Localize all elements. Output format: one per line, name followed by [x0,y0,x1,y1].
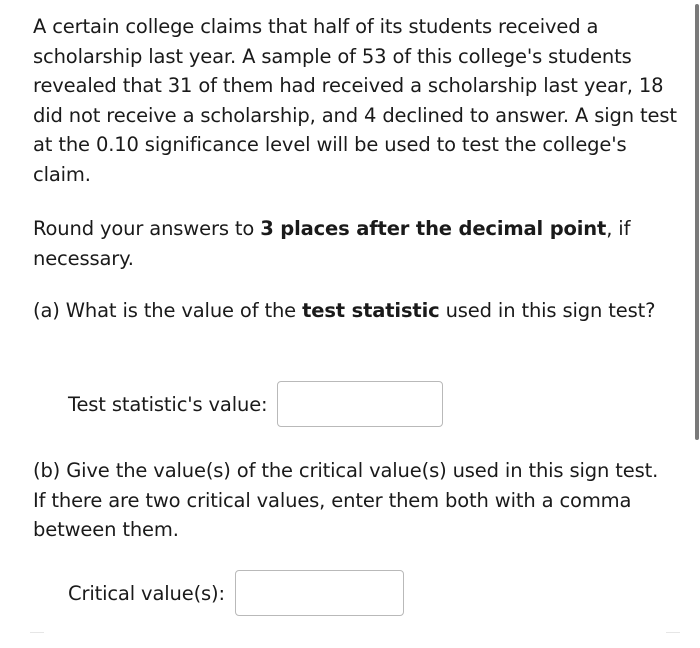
rounding-prefix: Round your answers to [33,217,261,240]
question-a-suffix: used in this sign test? [439,299,656,322]
test-statistic-row [68,381,443,427]
test-statistic-input[interactable] [277,381,443,427]
question-a-prefix: (a) What is the value of the [33,299,303,322]
scrollbar[interactable] [695,4,699,440]
divider [666,632,680,633]
question-b: (b) Give the value(s) of the critical value(s) used in this sign test. If there are two critical values, enter them both with a comma between them. [33,459,659,541]
problem-statement: A certain college claims that half of its students received a scholarship last year. A sample of 53 of this college's students revealed that 31 of them had received a scholarship last year, 18 did not receive a scholarship, and 4 declined to answer. A sign test at the 0.10 significance level will be used to test the college's claim. [33,15,677,186]
critical-values-input[interactable] [235,570,404,616]
question-a [33,296,673,326]
divider [30,632,44,633]
test-statistic-label: Test statistic's value: [68,392,268,416]
critical-values-label: Critical value(s): [68,581,225,605]
question-a-keyword: test statistic [302,299,440,322]
critical-values-row [68,570,404,616]
rounding-suffix: , if necessary. [33,217,631,270]
rounding-precision: 3 places after the decimal point [260,217,607,240]
rounding-instructions [33,214,673,273]
